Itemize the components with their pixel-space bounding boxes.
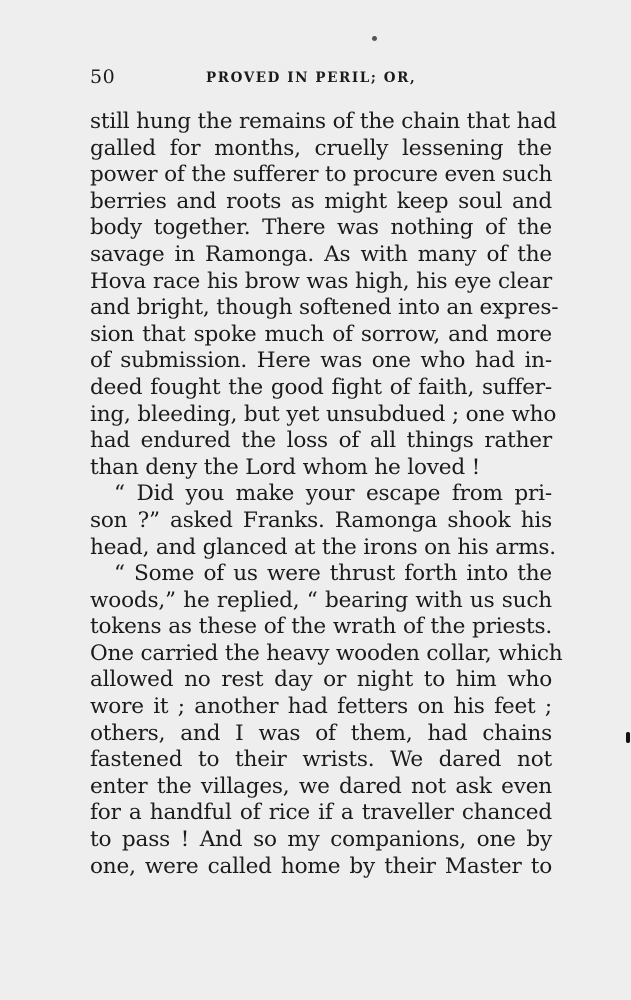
body-text <box>90 109 563 880</box>
text-line: enter the villages, we dared not ask even <box>90 773 552 799</box>
text-line: One carried the heavy wooden collar, which <box>90 640 563 666</box>
text-line: ing, bleeding, but yet unsubdued ; one who <box>90 401 557 427</box>
text-line: body together. There was nothing of the <box>90 215 552 241</box>
text-line: allowed no rest day or night to him who <box>90 667 552 693</box>
text-line: deed fought the good fight of faith, suffer- <box>90 374 552 400</box>
text-line: “ Did you make your escape from pri- <box>114 481 552 507</box>
text-line: still hung the remains of the chain that had <box>90 109 557 134</box>
text-line: berries and roots as might keep soul and <box>90 188 552 214</box>
text-line: to pass ! And so my companions, one by <box>90 827 552 853</box>
text-line: power of the sufferer to procure even such <box>90 162 553 188</box>
ink-speck <box>626 732 630 743</box>
text-line: Hova race his brow was high, his eye clear <box>90 268 552 294</box>
text-line: tokens as these of the wrath of the priests. <box>90 614 552 640</box>
text-line: sion that spoke much of sorrow, and more <box>90 321 552 347</box>
running-head: PROVED IN PERIL; OR, <box>206 70 417 86</box>
text-line: savage in Ramonga. As with many of the <box>90 241 552 267</box>
text-line: son ?” asked Franks. Ramonga shook his <box>90 507 552 533</box>
ink-speck <box>372 36 377 41</box>
text-line: galled for months, cruelly lessening the <box>90 135 552 161</box>
text-line: woods,” he replied, “ bearing with us such <box>90 587 552 613</box>
text-line: of submission. Here was one who had in- <box>90 348 552 374</box>
page-header <box>90 66 550 88</box>
text-line: than deny the Lord whom he loved ! <box>90 454 481 480</box>
text-line: head, and glanced at the irons on his arms. <box>90 534 556 560</box>
text-line: others, and I was of them, had chains <box>90 720 552 746</box>
text-line: one, were called home by their Master to <box>90 853 552 879</box>
page-number: 50 <box>90 66 116 88</box>
text-line: fastened to their wrists. We dared not <box>90 747 552 773</box>
text-line: wore it ; another had fetters on his feet ; <box>90 694 552 720</box>
text-line: for a handful of rice if a traveller chanced <box>90 800 552 826</box>
text-line: had endured the loss of all things rather <box>90 428 552 454</box>
text-line: and bright, though softened into an expres- <box>90 295 559 321</box>
text-line: “ Some of us were thrust forth into the <box>114 561 552 587</box>
